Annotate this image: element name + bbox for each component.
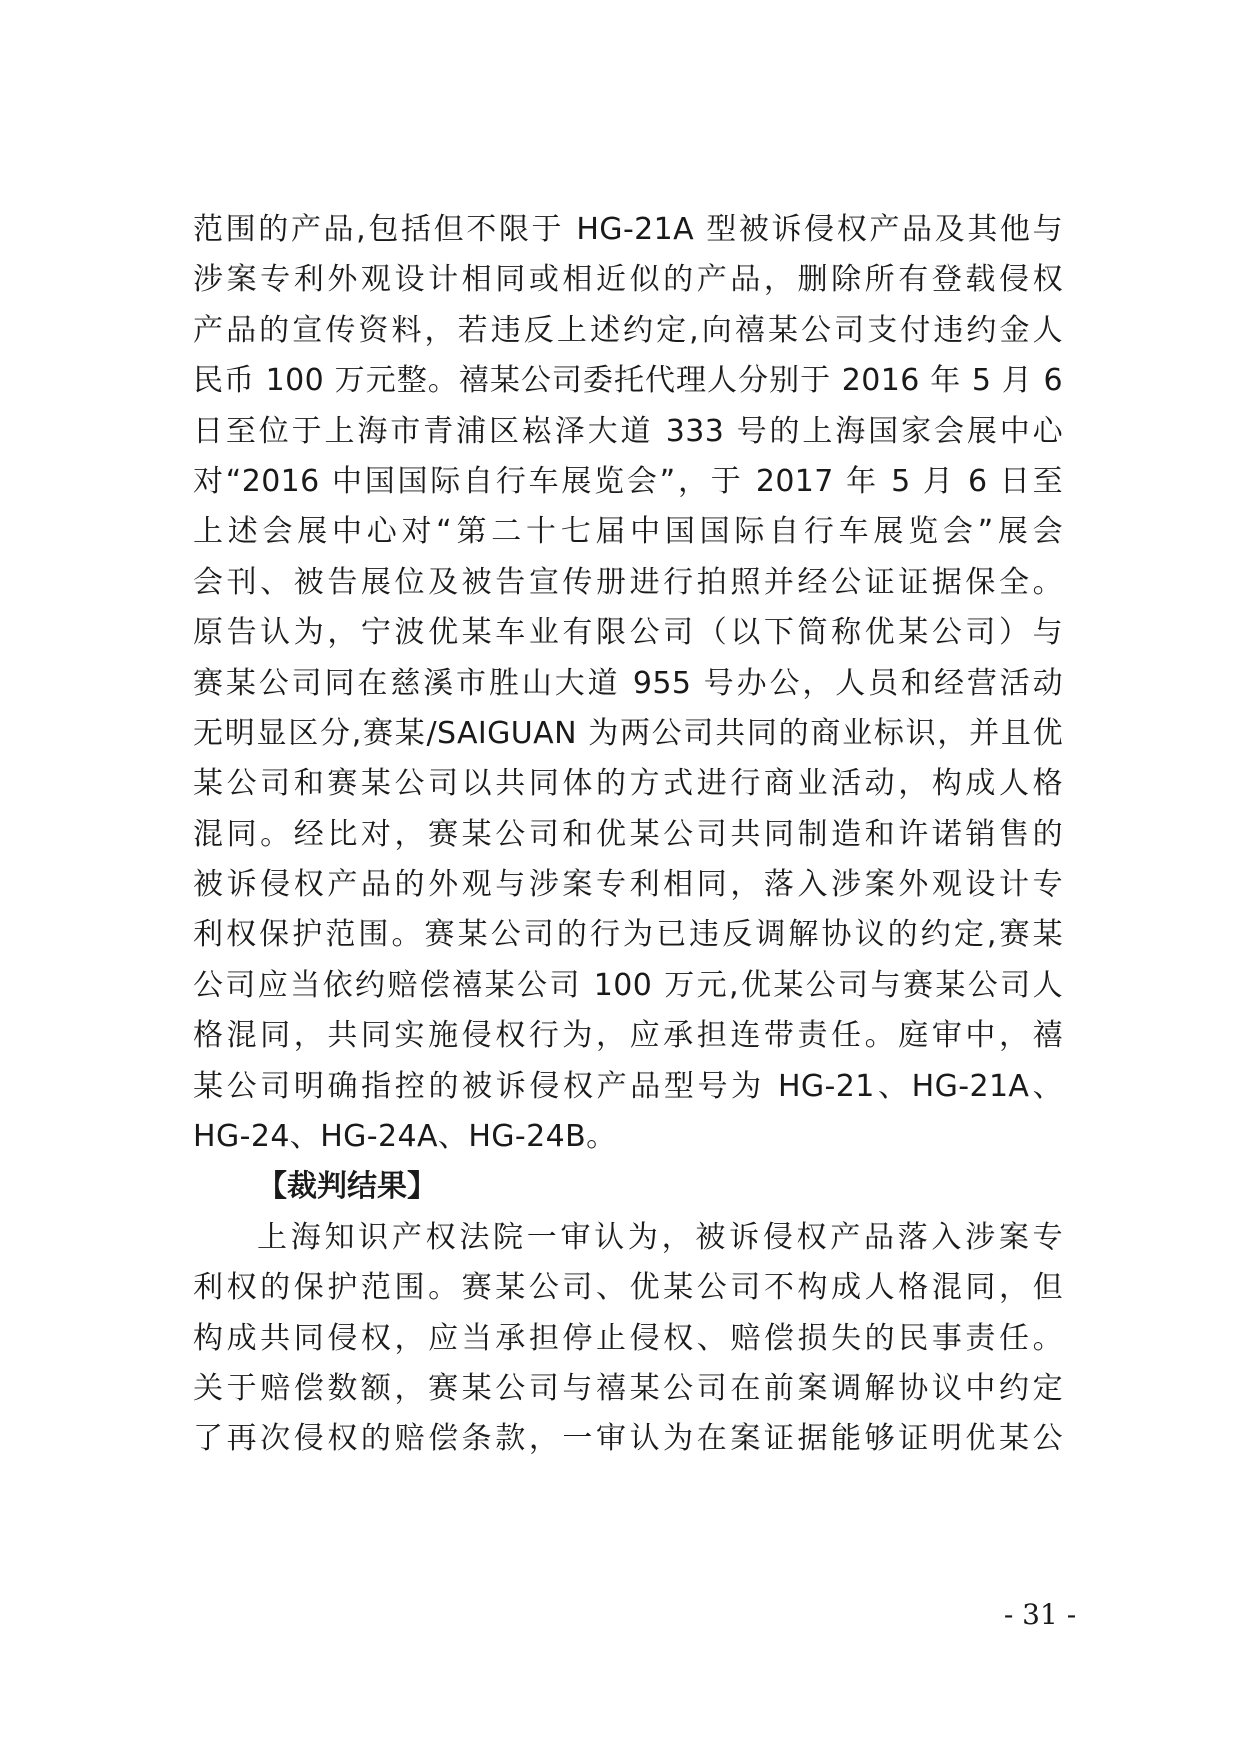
text-line: 产品的宣传资料，若违反上述约定,向禧某公司支付违约金人 xyxy=(193,312,1063,348)
text-line: 构成共同侵权，应当承担停止侵权、赔偿损失的民事责任。 xyxy=(193,1320,1063,1356)
text-line: 无明显区分,赛某/SAIGUAN 为两公司共同的商业标识，并且优 xyxy=(193,715,1063,751)
text-line: 格混同，共同实施侵权行为，应承担连带责任。庭审中，禧 xyxy=(193,1018,1063,1054)
text-line: 原告认为，宁波优某车业有限公司（以下简称优某公司）与 xyxy=(193,615,1063,651)
body-text xyxy=(193,205,1063,1465)
text-line: 利权的保护范围。赛某公司、优某公司不构成人格混同，但 xyxy=(193,1270,1063,1306)
text-line: 会刊、被告展位及被告宣传册进行拍照并经公证证据保全。 xyxy=(193,564,1063,600)
section-heading: 【裁判结果】 xyxy=(257,1169,437,1205)
text-line: 对“2016 中国国际自行车展览会”，于 2017 年 5 月 6 日至 xyxy=(193,463,1063,499)
text-line: 上述会展中心对“第二十七届中国国际自行车展览会”展会 xyxy=(193,514,1063,550)
text-line: 被诉侵权产品的外观与涉案专利相同，落入涉案外观设计专 xyxy=(193,867,1063,903)
text-line: 上海知识产权法院一审认为，被诉侵权产品落入涉案专 xyxy=(257,1219,1063,1255)
text-line: 民币 100 万元整。禧某公司委托代理人分别于 2016 年 5 月 6 xyxy=(193,363,1063,399)
text-line: 涉案专利外观设计相同或相近似的产品，删除所有登载侵权 xyxy=(193,262,1063,298)
text-line: 日至位于上海市青浦区崧泽大道 333 号的上海国家会展中心 xyxy=(193,413,1063,449)
text-line: 范围的产品,包括但不限于 HG-21A 型被诉侵权产品及其他与 xyxy=(193,212,1063,247)
text-line: 赛某公司同在慈溪市胜山大道 955 号办公，人员和经营活动 xyxy=(193,665,1063,701)
text-line: 混同。经比对，赛某公司和优某公司共同制造和许诺销售的 xyxy=(193,816,1063,852)
text-line: 某公司明确指控的被诉侵权产品型号为 HG-21、HG-21A、 xyxy=(193,1068,1063,1104)
text-line: 利权保护范围。赛某公司的行为已违反调解协议的约定,赛某 xyxy=(193,917,1063,953)
text-line: 某公司和赛某公司以共同体的方式进行商业活动，构成人格 xyxy=(193,766,1063,802)
text-line: 公司应当依约赔偿禧某公司 100 万元,优某公司与赛某公司人 xyxy=(193,967,1063,1003)
page-number: - 31 - xyxy=(1003,1598,1077,1631)
text-line: HG-24、HG-24A、HG-24B。 xyxy=(193,1119,617,1155)
text-line: 了再次侵权的赔偿条款，一审认为在案证据能够证明优某公 xyxy=(193,1421,1063,1457)
text-line: 关于赔偿数额，赛某公司与禧某公司在前案调解协议中约定 xyxy=(193,1370,1063,1406)
